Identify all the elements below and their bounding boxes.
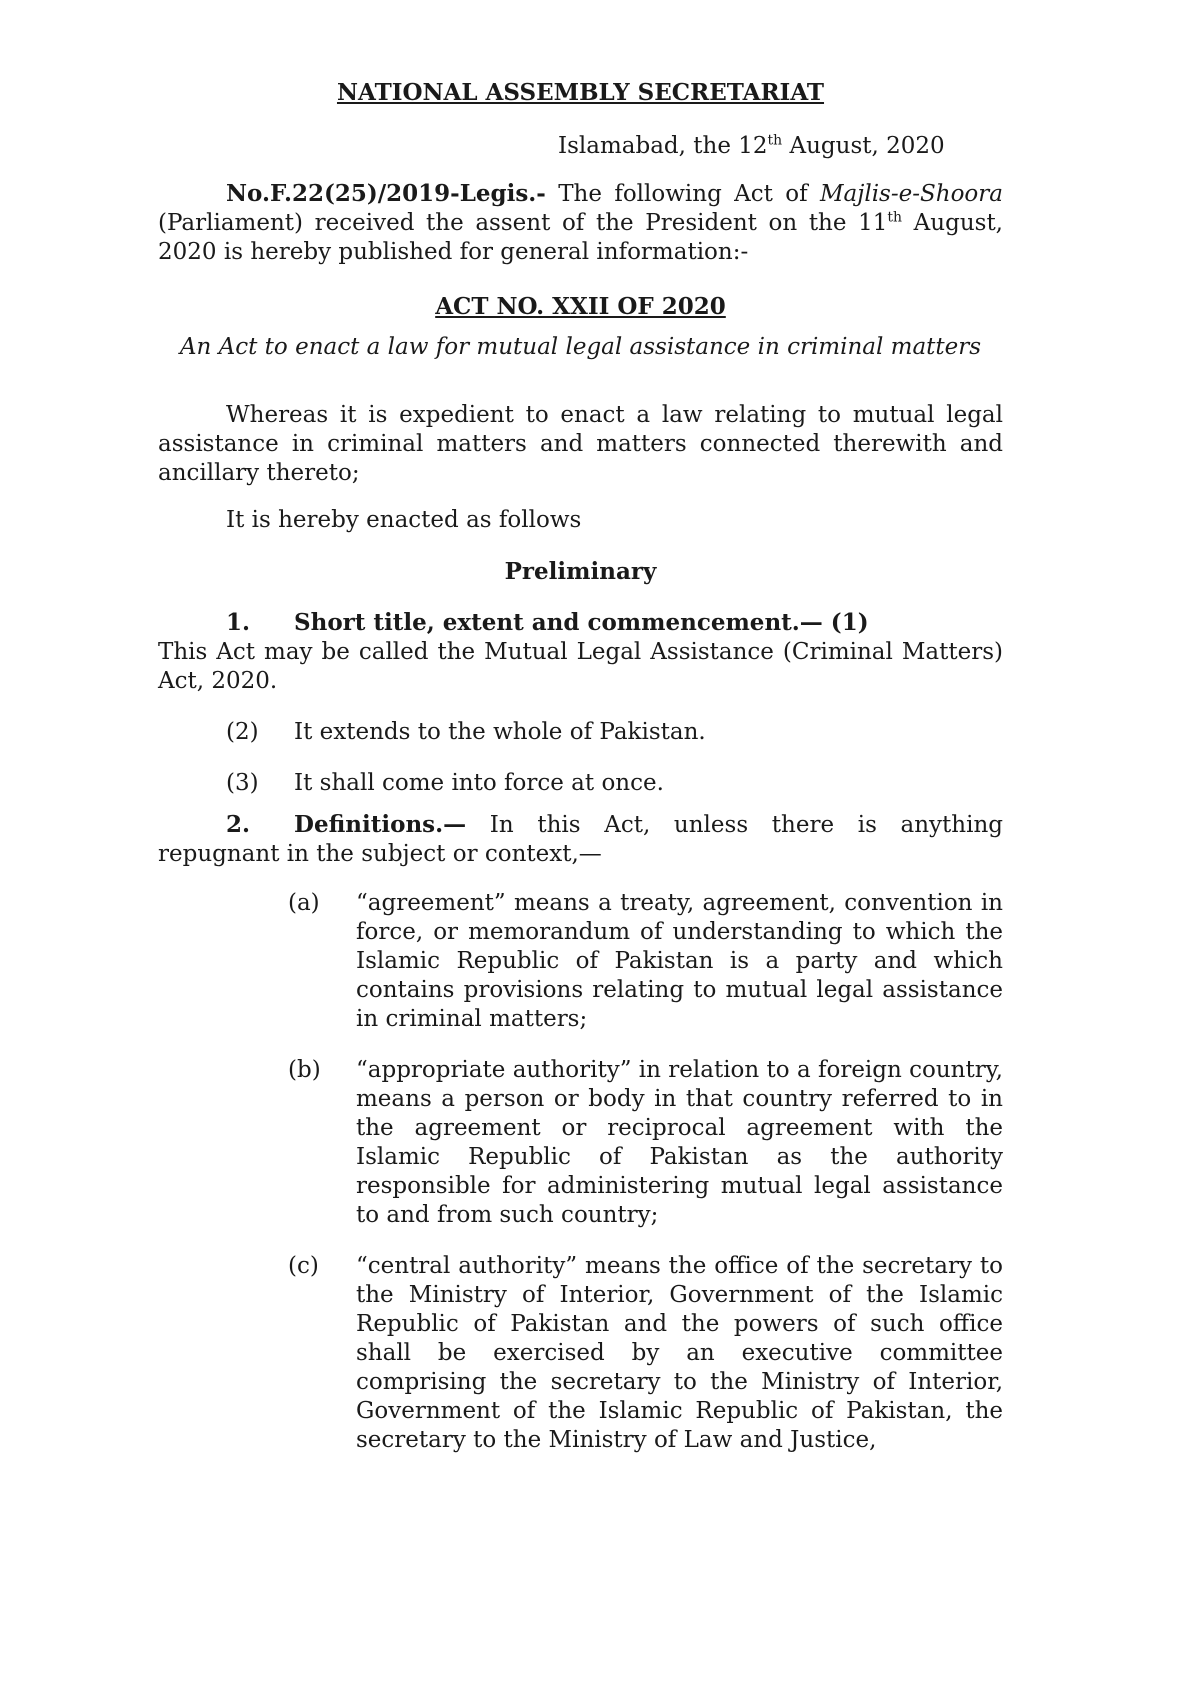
section-1-sub-2: (2) It extends to the whole of Pakistan. xyxy=(226,719,706,745)
definition-clause-b: (b) “appropriate authority” in relation to a foreign country, means a person or body in that country referred to in the agreement or reciprocal agreement with the Islamic Republic of Pakistan as the authority responsible for administering mutual legal assistance to and from such country; xyxy=(288,1057,1003,1228)
chapter-heading: Preliminary xyxy=(504,558,657,585)
definition-clause-c: (c) “central authority” means the office of the secretary to the Ministry of Interior, Government of the Islamic Republic of Pakistan and the powers of such office shall be exercised by an executive committee comprising the secretary to the Ministry of Interior, Government of the Islamic Republic of Pakistan, the secretary to the Ministry of Law and Justice, xyxy=(288,1253,1003,1453)
section-1-heading: 1. Short title, extent and commencement.— (1) xyxy=(226,609,869,636)
notification-paragraph: No.F.22(25)/2019-Legis.- The following Act of Majlis-e-Shoora (Parliament) received the assent of the President on the 11th August, 2020 is hereby published for general information:- xyxy=(158,180,1003,265)
act-long-title: An Act to enact a law for mutual legal assistance in criminal matters xyxy=(179,334,982,360)
act-title: ACT NO. XXII OF 2020 xyxy=(435,293,726,320)
preamble: Whereas it is expedient to enact a law relating to mutual legal assistance in criminal matters and matters connected therewith and ancillary thereto; xyxy=(158,402,1003,486)
enacting-clause: It is hereby enacted as follows xyxy=(226,507,582,533)
date-line: Islamabad, the 12th August, 2020 xyxy=(558,132,945,159)
section-2-heading: 2. Definitions.— In this Act, unless there is anything repugnant in the subject or context,— xyxy=(158,811,1003,867)
majlis-term: Majlis-e-Shoora xyxy=(819,181,1003,207)
section-1-text: This Act may be called the Mutual Legal Assistance (Criminal Matters) Act, 2020. xyxy=(158,639,1003,694)
section-1-sub-3: (3) It shall come into force at once. xyxy=(226,770,664,796)
notification-ref: No.F.22(25)/2019-Legis.- xyxy=(226,180,546,207)
definition-clause-a: (a) “agreement” means a treaty, agreement, convention in force, or memorandum of understanding to which the Islamic Republic of Pakistan is a party and which contains provisions relating to mutual legal assistance in criminal matters; xyxy=(288,890,1003,1032)
document-page xyxy=(158,78,1003,1455)
secretariat-heading: NATIONAL ASSEMBLY SECRETARIAT xyxy=(336,79,825,106)
